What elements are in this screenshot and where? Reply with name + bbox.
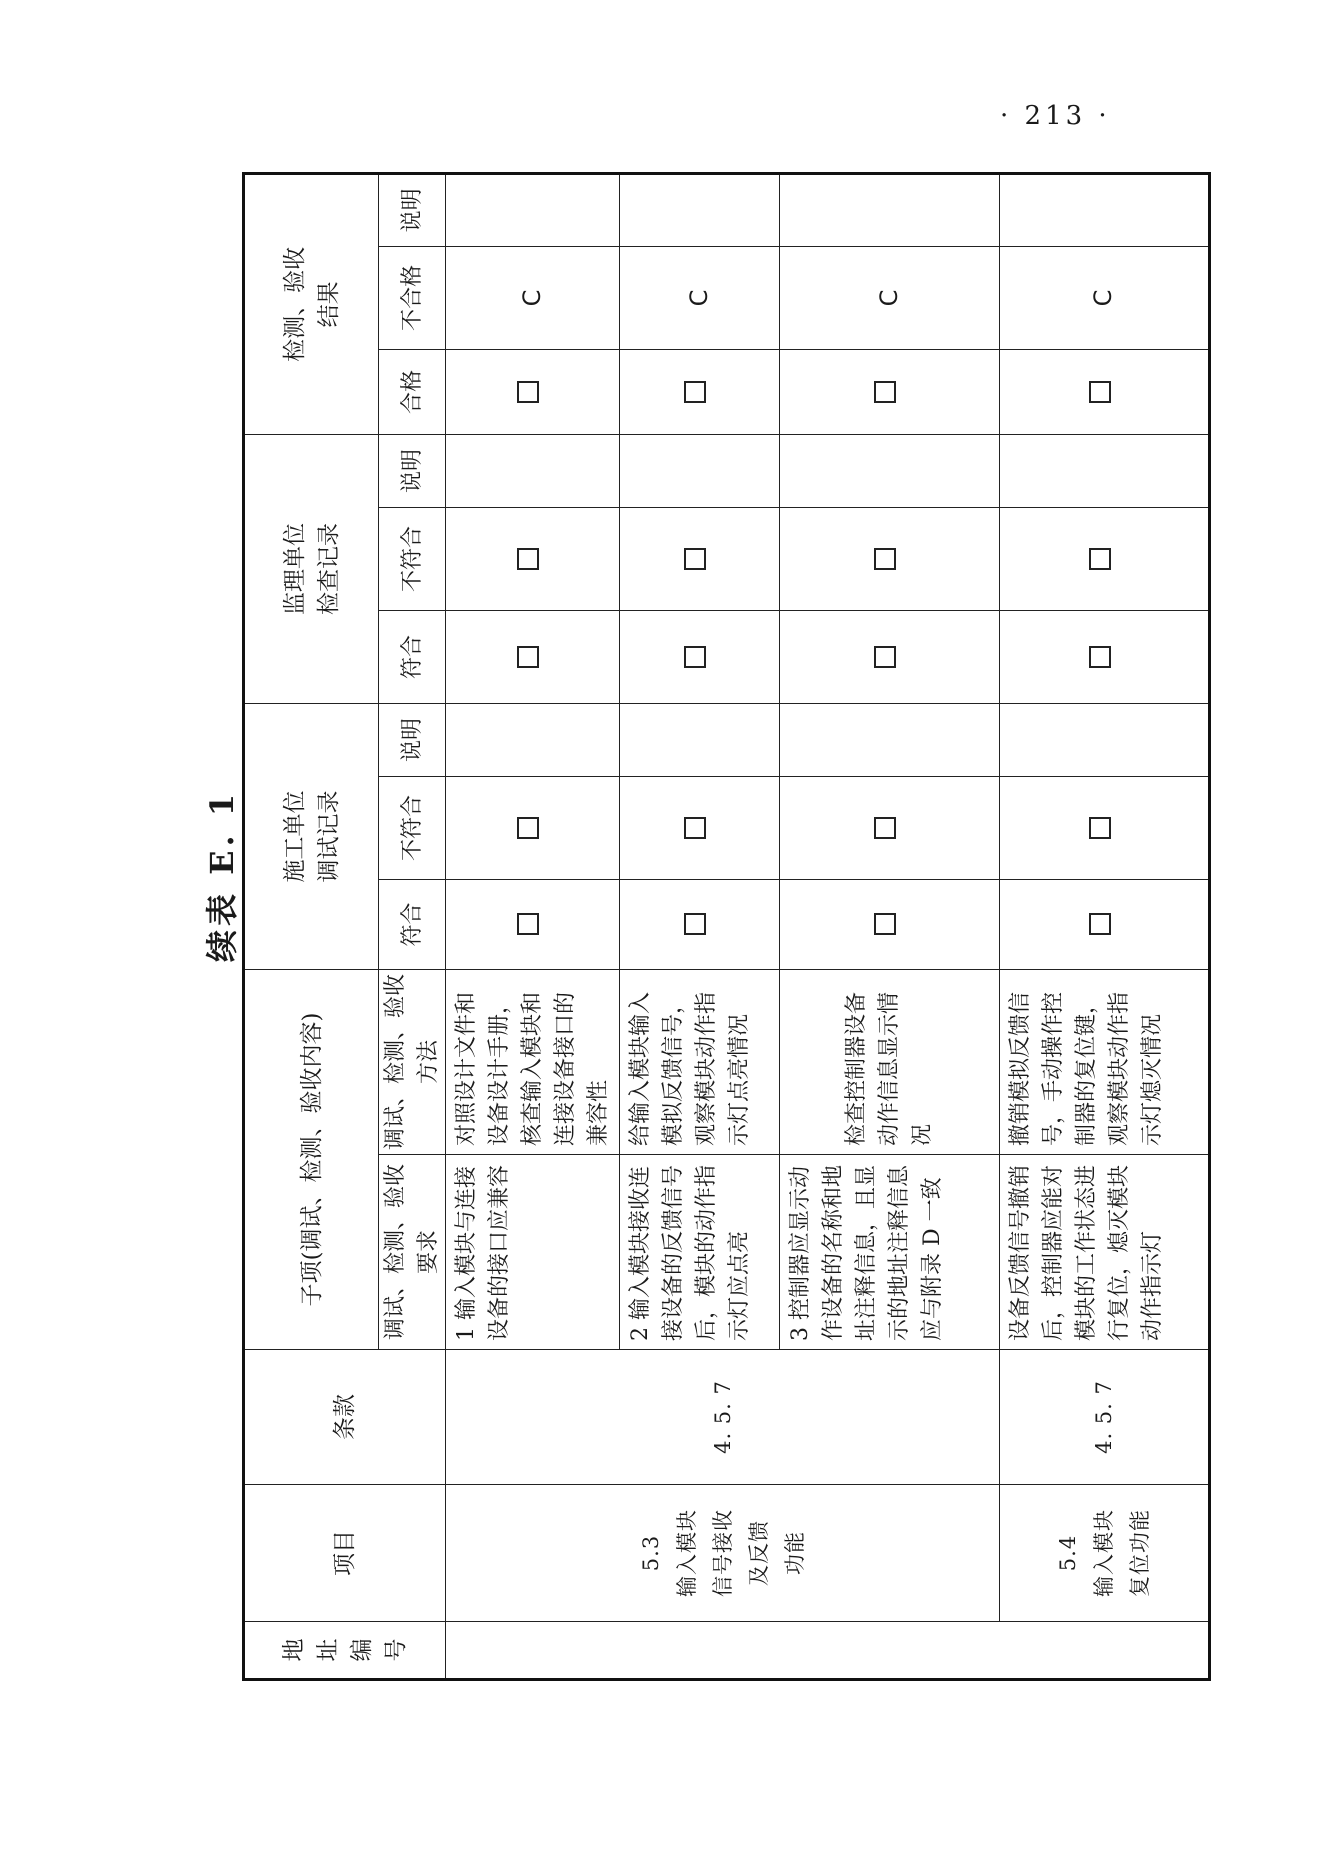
project-cell: 5.4 输入模块 复位功能 bbox=[1000, 1485, 1210, 1622]
page-number: · 213 · bbox=[1000, 101, 1111, 131]
super-conform-cell[interactable] bbox=[620, 610, 780, 703]
constr-nonconform-cell[interactable] bbox=[446, 776, 620, 879]
header-address-code: 地 址 编 号 bbox=[244, 1622, 446, 1680]
checkbox[interactable] bbox=[517, 548, 539, 570]
pass-cell[interactable] bbox=[1000, 349, 1210, 434]
constr-conform-cell[interactable] bbox=[620, 879, 780, 969]
constr-conform-cell[interactable] bbox=[1000, 879, 1210, 969]
fail-mark: C bbox=[684, 289, 713, 307]
checkbox[interactable] bbox=[517, 817, 539, 839]
requirement-cell: 设备反馈信号撤销后，控制器应能对模块的工作状态进行复位，熄灭模块动作指示灯 bbox=[1000, 1155, 1210, 1350]
header-constr-nonconform: 不符合 bbox=[379, 776, 446, 879]
super-note-cell[interactable] bbox=[620, 434, 780, 507]
checkbox[interactable] bbox=[874, 817, 896, 839]
super-nonconform-cell[interactable] bbox=[780, 507, 1000, 610]
checkbox[interactable] bbox=[1089, 817, 1111, 839]
super-note-cell[interactable] bbox=[446, 434, 620, 507]
super-conform-cell[interactable] bbox=[1000, 610, 1210, 703]
checkbox[interactable] bbox=[1089, 548, 1111, 570]
table-row bbox=[1000, 173, 1210, 1679]
constr-note-cell[interactable] bbox=[446, 703, 620, 776]
header-project: 项目 bbox=[244, 1485, 446, 1622]
header-constr-note: 说明 bbox=[379, 703, 446, 776]
address-code-cell[interactable] bbox=[446, 1622, 1210, 1680]
project-cell: 5.3 输入模块 信号接收 及反馈 功能 bbox=[446, 1485, 1000, 1622]
constr-conform-cell[interactable] bbox=[446, 879, 620, 969]
checkbox[interactable] bbox=[874, 548, 896, 570]
requirement-cell: 1 输入模块与连接设备的接口应兼容 bbox=[446, 1155, 620, 1350]
checkbox[interactable] bbox=[1089, 646, 1111, 668]
header-super-nonconform: 不符合 bbox=[379, 507, 446, 610]
result-note-cell[interactable] bbox=[1000, 173, 1210, 246]
header-super-note: 说明 bbox=[379, 434, 446, 507]
checkbox[interactable] bbox=[1089, 913, 1111, 935]
fail-cell[interactable] bbox=[620, 246, 780, 349]
fail-cell[interactable] bbox=[780, 246, 1000, 349]
pass-cell[interactable] bbox=[780, 349, 1000, 434]
method-cell: 检查控制器设备动作信息显示情况 bbox=[780, 969, 1000, 1154]
header-method: 调试、检测、验收方法 bbox=[379, 969, 446, 1154]
super-note-cell[interactable] bbox=[780, 434, 1000, 507]
pass-cell[interactable] bbox=[446, 349, 620, 434]
fail-mark: C bbox=[1089, 289, 1117, 307]
checkbox[interactable] bbox=[684, 381, 706, 403]
method-cell: 对照设计文件和设备设计手册，核查输入模块和连接设备接口的兼容性 bbox=[446, 969, 620, 1154]
table-row bbox=[446, 173, 620, 1679]
fail-cell[interactable] bbox=[1000, 246, 1210, 349]
table-title: 续表 E. 1 bbox=[203, 789, 241, 963]
super-conform-cell[interactable] bbox=[780, 610, 1000, 703]
header-fail: 不合格 bbox=[379, 246, 446, 349]
method-cell: 给输入模块输入模拟反馈信号，观察模块动作指示灯点亮情况 bbox=[620, 969, 780, 1154]
header-subitem: 子项(调试、检测、验收内容) bbox=[244, 969, 379, 1349]
constr-note-cell[interactable] bbox=[620, 703, 780, 776]
checkbox[interactable] bbox=[684, 548, 706, 570]
super-note-cell[interactable] bbox=[1000, 434, 1210, 507]
pass-cell[interactable] bbox=[620, 349, 780, 434]
clause-cell: 4. 5. 7 bbox=[446, 1350, 1000, 1485]
fail-cell[interactable] bbox=[446, 246, 620, 349]
header-result-note: 说明 bbox=[379, 173, 446, 246]
checkbox[interactable] bbox=[684, 913, 706, 935]
super-nonconform-cell[interactable] bbox=[446, 507, 620, 610]
super-nonconform-cell[interactable] bbox=[1000, 507, 1210, 610]
constr-note-cell[interactable] bbox=[1000, 703, 1210, 776]
checkbox[interactable] bbox=[517, 646, 539, 668]
constr-conform-cell[interactable] bbox=[780, 879, 1000, 969]
fail-mark: C bbox=[874, 289, 903, 307]
header-super-conform: 符合 bbox=[379, 610, 446, 703]
checkbox[interactable] bbox=[874, 913, 896, 935]
header-result: 检测、验收 结果 bbox=[244, 173, 379, 434]
checkbox[interactable] bbox=[517, 913, 539, 935]
super-nonconform-cell[interactable] bbox=[620, 507, 780, 610]
requirement-cell: 2 输入模块接收连接设备的反馈信号后，模块的动作指示灯应点亮 bbox=[620, 1155, 780, 1350]
checkbox[interactable] bbox=[874, 381, 896, 403]
header-constr-conform: 符合 bbox=[379, 879, 446, 969]
inspection-table bbox=[242, 172, 1211, 1681]
super-conform-cell[interactable] bbox=[446, 610, 620, 703]
constr-nonconform-cell[interactable] bbox=[1000, 776, 1210, 879]
header-construction-record: 施工单位 调试记录 bbox=[244, 703, 379, 969]
constr-nonconform-cell[interactable] bbox=[780, 776, 1000, 879]
checkbox[interactable] bbox=[874, 646, 896, 668]
header-clause: 条款 bbox=[244, 1350, 446, 1485]
checkbox[interactable] bbox=[1089, 381, 1111, 403]
header-requirement: 调试、检测、验收要求 bbox=[379, 1155, 446, 1350]
result-note-cell[interactable] bbox=[780, 173, 1000, 246]
header-supervision-record: 监理单位 检查记录 bbox=[244, 434, 379, 703]
clause-cell: 4. 5. 7 bbox=[1000, 1350, 1210, 1485]
fail-mark: C bbox=[517, 289, 546, 307]
checkbox[interactable] bbox=[684, 817, 706, 839]
result-note-cell[interactable] bbox=[446, 173, 620, 246]
requirement-cell: 3 控制器应显示动作设备的名称和地址注释信息，且显示的地址注释信息应与附录 D 一致 bbox=[780, 1155, 1000, 1350]
checkbox[interactable] bbox=[517, 381, 539, 403]
checkbox[interactable] bbox=[684, 646, 706, 668]
method-cell: 撤销模拟反馈信号，手动操作控制器的复位键，观察模块动作指示灯熄灭情况 bbox=[1000, 969, 1210, 1154]
result-note-cell[interactable] bbox=[620, 173, 780, 246]
constr-nonconform-cell[interactable] bbox=[620, 776, 780, 879]
header-row-1 bbox=[244, 173, 379, 1679]
constr-note-cell[interactable] bbox=[780, 703, 1000, 776]
header-pass: 合格 bbox=[379, 349, 446, 434]
